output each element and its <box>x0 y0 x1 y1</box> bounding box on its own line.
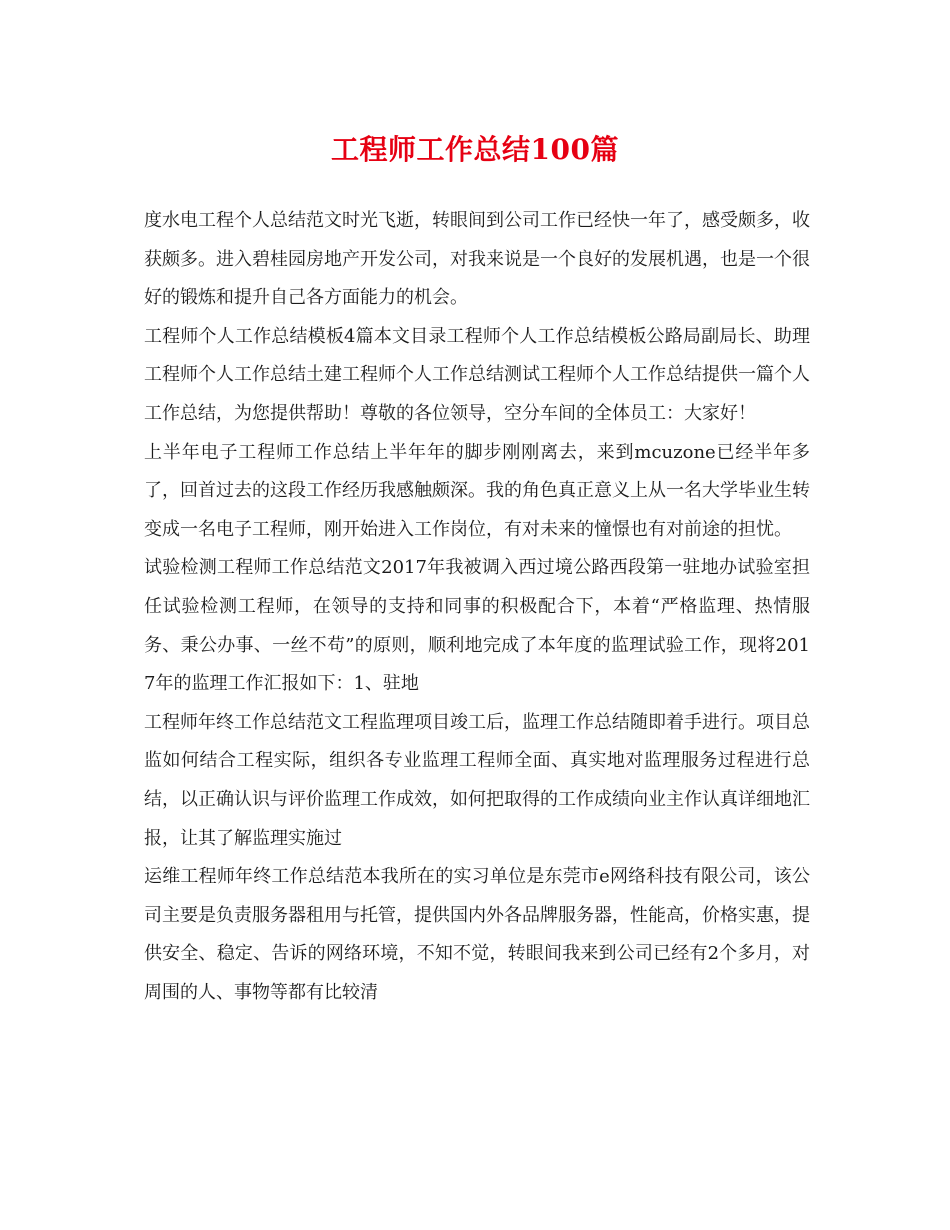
document-title: 工程师工作总结100篇 <box>331 133 619 166</box>
paragraph: 工程师年终工作总结范文工程监理项目竣工后，监理工作总结随即着手进行。项目总监如何结合工程实际，组织各专业监理工程师全面、真实地对监理服务过程进行总结，以正确认识与评价监理工作成效，如何把取得的工作成绩向业主作认真详细地汇报，让其了解监理实施过 <box>144 711 810 849</box>
paragraph: 运维工程师年终工作总结范本我所在的实习单位是东莞市e网络科技有限公司，该公司主要是负责服务器租用与托管，提供国内外各品牌服务器，性能高，价格实惠，提供安全、稳定、告诉的网络环境，不知不觉，转眼间我来到公司已经有2个多月，对周围的人、事物等都有比较清 <box>144 866 810 1003</box>
paragraph: 工程师个人工作总结模板4篇本文目录工程师个人工作总结模板公路局副局长、助理工程师个人工作总结土建工程师个人工作总结测试工程师个人工作总结提供一篇个人工作总结，为您提供帮助！尊敬的各位领导，空分车间的全体员工：大家好！ <box>144 325 810 424</box>
paragraph: 试验检测工程师工作总结范文2017年我被调入西过境公路西段第一驻地办试验室担任试验检测工程师，在领导的支持和同事的积极配合下，本着“严格监理、热情服务、秉公办事、一丝不苟”的原则，顺利地完成了本年度的监理试验工作，现将2017年的监理工作汇报如下：1、驻地 <box>144 557 810 695</box>
paragraph: 上半年电子工程师工作总结上半年年的脚步刚刚离去，来到mcuzone已经半年多了，回首过去的这段工作经历我感触颇深。我的角色真正意义上从一名大学毕业生转变成一名电子工程师，刚开始进入工作岗位，有对未来的憧憬也有对前途的担忧。 <box>144 441 810 540</box>
paragraph: 度水电工程个人总结范文时光飞逝，转眼间到公司工作已经快一年了，感受颇多，收获颇多。进入碧桂园房地产开发公司，对我来说是一个良好的发展机遇，也是一个很好的锻炼和提升自己各方面能力的机会。 <box>144 210 810 309</box>
document-body <box>144 202 810 1012</box>
